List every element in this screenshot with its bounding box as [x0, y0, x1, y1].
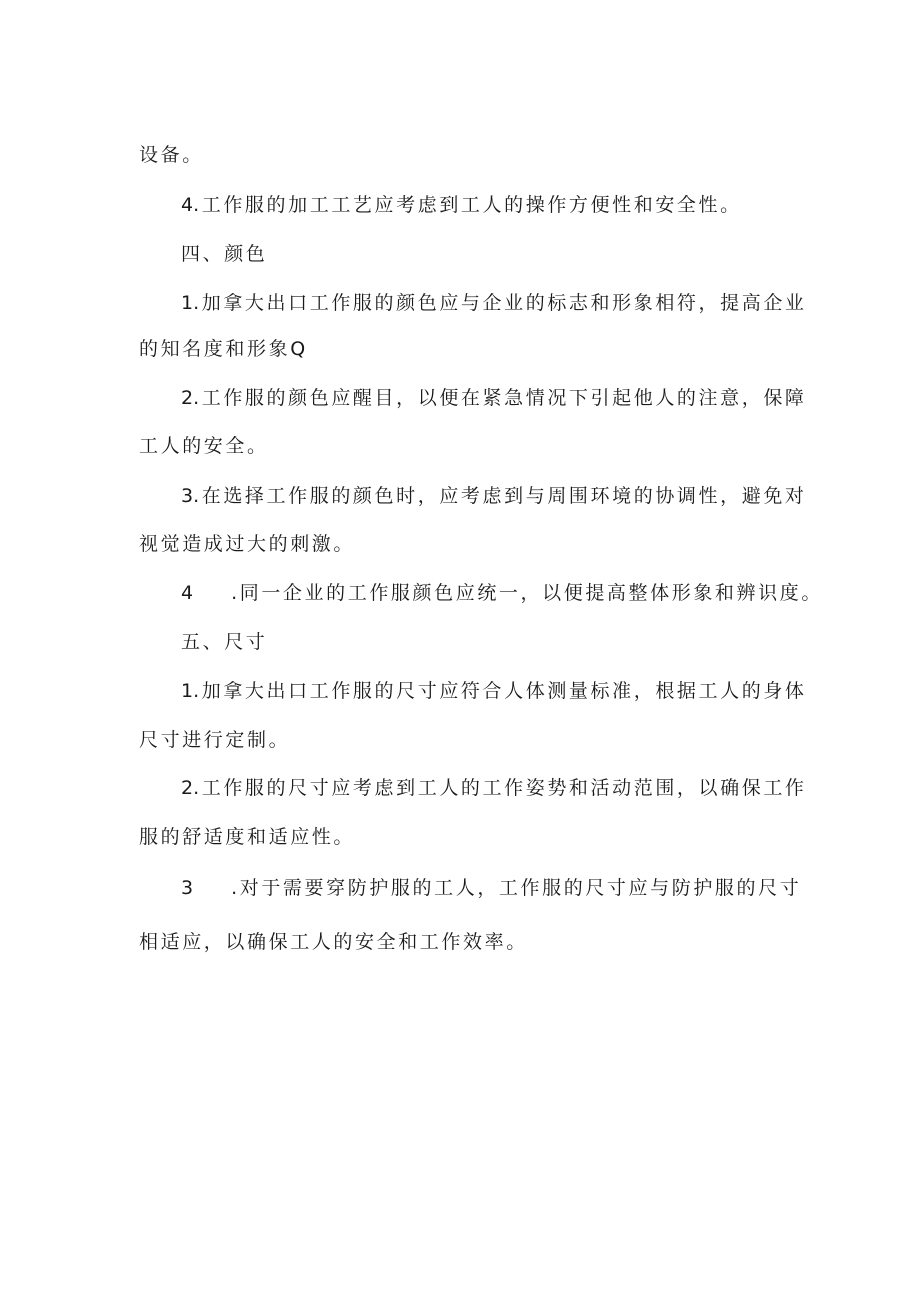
line-text: 设备。 — [139, 144, 204, 166]
paragraph-continuation — [139, 143, 204, 167]
line-text: .在选择工作服的颜色时，应考虑到与周围环境的协调性，避免对 — [193, 485, 807, 507]
heading-text: 四、颜色 — [181, 243, 268, 265]
line-text: 工人的安全。 — [139, 435, 269, 457]
item-number: 2 — [181, 777, 194, 799]
item-number: 4 — [181, 194, 194, 216]
paragraph-continuation — [139, 532, 355, 556]
paragraph-continuation — [139, 434, 269, 458]
line-text: 视觉造成过大的刺激。 — [139, 533, 356, 555]
line-text: .加拿大出口工作服的颜色应与企业的标志和形象相符，提高企业 — [193, 292, 807, 314]
heading-text: 五、尺寸 — [181, 631, 268, 653]
line-text: .对于需要穿防护服的工人，工作服的尺寸应与防护服的尺寸 — [231, 877, 802, 899]
line-text: .工作服的尺寸应考虑到工人的工作姿势和活动范围，以确保工作 — [193, 777, 807, 799]
section-heading-color — [181, 242, 267, 266]
paragraph-continuation — [139, 825, 355, 849]
item-number: 2 — [181, 387, 194, 409]
list-item-size-3 — [181, 876, 801, 900]
line-text: .同一企业的工作服颜色应统一，以便提高整体形象和辨识度。 — [231, 582, 823, 604]
paragraph-continuation — [139, 337, 308, 361]
item-number: 1 — [181, 680, 194, 702]
line-text: 相适应，以确保工人的安全和工作效率。 — [139, 931, 528, 953]
paragraph-continuation — [139, 930, 528, 954]
list-item-size-1 — [181, 679, 807, 703]
list-item-color-1 — [181, 291, 807, 315]
list-item-color-3 — [181, 484, 807, 508]
line-text: .工作服的颜色应醒目，以便在紧急情况下引起他人的注意，保障 — [193, 387, 807, 409]
line-text: 的知名度和形象Q — [139, 338, 308, 360]
list-item-process — [181, 193, 742, 217]
line-text: .工作服的加工工艺应考虑到工人的操作方便性和安全性。 — [193, 194, 742, 216]
item-number: 4 — [181, 582, 194, 604]
line-text: 尺寸进行定制。 — [139, 729, 291, 751]
line-text: .加拿大出口工作服的尺寸应符合人体测量标准，根据工人的身体 — [193, 680, 807, 702]
item-number: 1 — [181, 292, 194, 314]
section-heading-size — [181, 630, 267, 654]
list-item-size-2 — [181, 776, 807, 800]
line-text: 服的舒适度和适应性。 — [139, 826, 356, 848]
list-item-color-2 — [181, 386, 807, 410]
paragraph-continuation — [139, 728, 290, 752]
list-item-color-4 — [181, 581, 823, 605]
item-number: 3 — [181, 877, 194, 899]
item-number: 3 — [181, 485, 194, 507]
